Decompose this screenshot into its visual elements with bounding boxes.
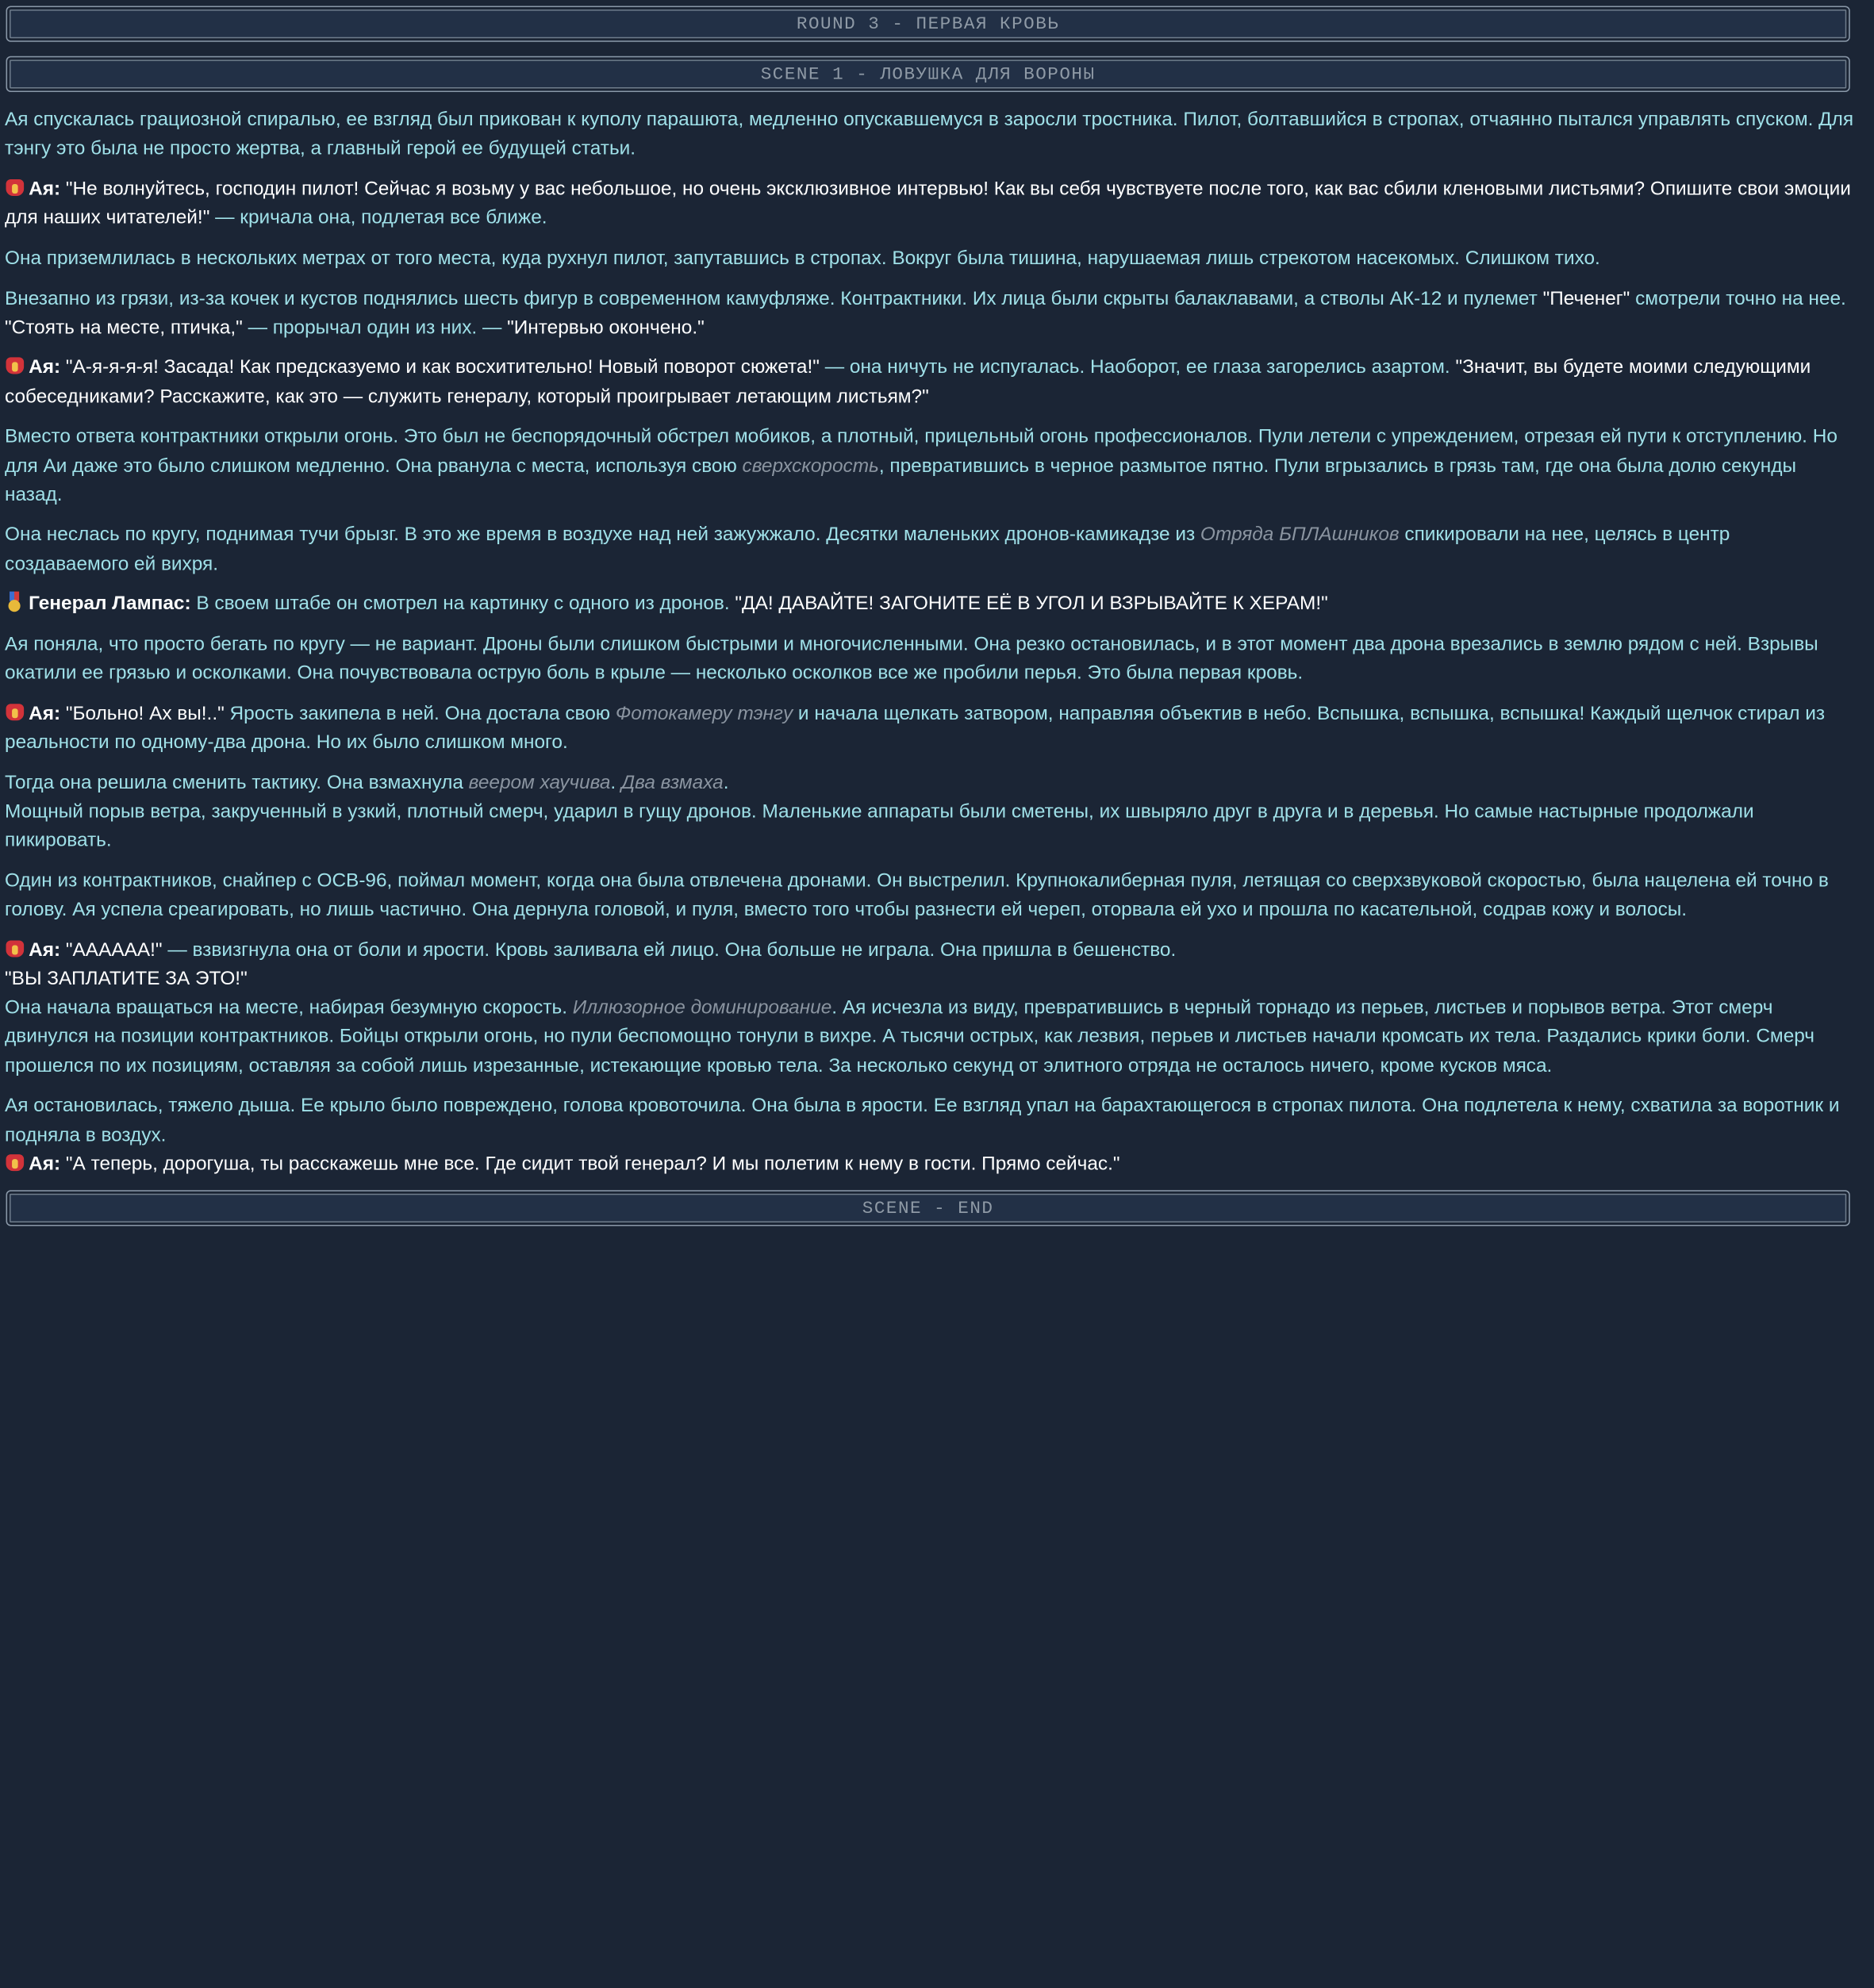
narration-paragraph-11 bbox=[5, 768, 1855, 854]
speech-text: "Печенег" bbox=[1542, 287, 1630, 309]
speaker-name: Генерал Лампас: bbox=[29, 593, 191, 615]
narration-paragraph-12: Один из контрактников, снайпер с ОСВ-96, поймал момент, когда она была отвлечена дронами. Он выстрелил. Крупнокалиберная пуля, летящая со сверхзвуковой скоростью, была нацелена ей точно в голову. Ая успела среагировать, но лишь частично. Она дернула головой, и пуля, вместо того чтобы разнести ей череп, оторвала ей ухо и прошла по касательной, содрав кожу и волосы. bbox=[5, 869, 1829, 921]
speaker-name: Ая: bbox=[29, 1153, 61, 1175]
dialogue-paragraph-aya-1 bbox=[5, 175, 1855, 232]
narration-text: , превратившись в черное размытое пятно. Пули вгрызались в грязь там, где она была долю секунды назад. bbox=[5, 455, 1796, 505]
narration-text: Мощный порыв ветра, закрученный в узкий, плотный смерч, ударил в гущу дронов. Маленькие аппараты были сметены, их швыряло друг в друга и в деревья. Но самые настырные продолжали пикировать. bbox=[5, 800, 1754, 851]
dialogue-paragraph-aya-4 bbox=[5, 935, 1855, 1080]
speech-text: "Интервью окончено." bbox=[507, 316, 705, 338]
narration-paragraph-14 bbox=[5, 1092, 1855, 1178]
dialogue-paragraph-aya-3 bbox=[5, 699, 1855, 757]
dialogue-paragraph-aya-2 bbox=[5, 353, 1855, 411]
narration-paragraph-3: Она приземлилась в нескольких метрах от того места, куда рухнул пилот, запутавшись в стропах. Вокруг была тишина, нарушаемая лишь стрекотом насекомых. Слишком тихо. bbox=[5, 247, 1600, 269]
speech-text: "Больно! Ах вы!.." bbox=[60, 702, 225, 724]
narration-text: и начала щелкать затвором, направляя объектив в небо. Вспышка, вспышка, вспышка! Каждый щелчок стирал из реальности по одному-два дрона. Но их было слишком много. bbox=[5, 702, 1826, 754]
tengu-mask-icon bbox=[5, 938, 25, 958]
narration-text: смотрели точно на нее. bbox=[1630, 287, 1846, 309]
speech-text: "ВЫ ЗАПЛАТИТЕ ЗА ЭТО!" bbox=[5, 968, 248, 990]
speaker-name: Ая: bbox=[29, 178, 61, 200]
speech-text: "ДА! ДАВАЙТЕ! ЗАГОНИТЕ ЕЁ В УГОЛ И ВЗРЫВАЙТЕ К ХЕРАМ!" bbox=[735, 593, 1328, 615]
scene-title-banner: SCENE 1 - ЛОВУШКА ДЛЯ ВОРОНЫ bbox=[6, 56, 1850, 92]
dialogue-paragraph-general bbox=[5, 589, 1855, 618]
tengu-mask-icon bbox=[5, 177, 25, 198]
speaker-name: Ая: bbox=[29, 356, 61, 378]
item-name: Фотокамеру тэнгу bbox=[615, 702, 793, 724]
skill-name: сверхскорость bbox=[742, 455, 879, 477]
narration-text: — она ничуть не испугалась. Наоборот, ее глаза загорелись азартом. bbox=[819, 356, 1456, 378]
speaker-name: Ая: bbox=[29, 702, 61, 724]
narration-text: Она начала вращаться на месте, набирая безумную скорость. bbox=[5, 996, 573, 1019]
narration-paragraph-9: Ая поняла, что просто бегать по кругу — не вариант. Дроны были слишком быстрыми и многочисленными. Она резко остановилась, и в этот момент два дрона врезались в землю рядом с ней. Взрывы окатили ее грязью и осколками. Она почувствовала острую боль в крыле — несколько осколков все же пробили перья. Это была первая кровь. bbox=[5, 633, 1818, 684]
narration-text: — прорычал один из них. — bbox=[242, 316, 508, 338]
unit-name: Отряда БПЛАшников bbox=[1200, 524, 1400, 546]
narration-text: — взвизгнула она от боли и ярости. Кровь заливала ей лицо. Она больше не играла. Она пришла в бешенство. bbox=[162, 938, 1177, 961]
round-title-banner: ROUND 3 - ПЕРВАЯ КРОВЬ bbox=[6, 6, 1850, 42]
speech-text: "Не волнуйтесь, господин пилот! Сейчас я возьму у вас небольшое, но очень эксклюзивное интервью! Как вы себя чувствуете после того, как вас сбили кленовыми листьями? Опишите свои эмоции для наших читателей!" bbox=[5, 178, 1851, 228]
scene-end-banner: SCENE - END bbox=[6, 1190, 1850, 1226]
narration-text: . bbox=[723, 771, 729, 793]
narration-text: спикировали на нее, целясь в центр создаваемого ей вихря. bbox=[5, 524, 1730, 574]
narration-paragraph-7 bbox=[5, 520, 1855, 578]
skill-name: Иллюзорное доминирование bbox=[572, 996, 832, 1019]
speech-text: "Значит, вы будете моими следующими собеседниками? Расскажите, как это — служить генералу, который проигрывает летающим листьям?" bbox=[5, 356, 1811, 408]
narration-text: Тогда она решила сменить тактику. Она взмахнула bbox=[5, 771, 469, 793]
narration-text: . bbox=[610, 771, 621, 793]
tengu-mask-icon bbox=[5, 701, 25, 722]
speech-text: "А-я-я-я-я! Засада! Как предсказуемо и как восхитительно! Новый поворот сюжета!" bbox=[60, 356, 820, 378]
tengu-mask-icon bbox=[5, 355, 25, 376]
story-container bbox=[0, 6, 1874, 1226]
narration-text: Вместо ответа контрактники открыли огонь. Это был не беспорядочный обстрел мобиков, а плотный, прицельный огонь профессионалов. Пули летели с упреждением, отрезая ей пути к отступлению. Но для Аи даже это было слишком медленно. Она рванула с места, используя свою bbox=[5, 425, 1838, 477]
narration-text: Внезапно из грязи, из-за кочек и кустов поднялись шесть фигур в современном камуфляже. Контрактники. Их лица были скрыты балаклавами, а стволы АК-12 и пулемет bbox=[5, 287, 1543, 309]
narration-text: Ая остановилась, тяжело дыша. Ее крыло было повреждено, голова кровоточила. Она была в ярости. Ее взгляд упал на барахтающегося в стропах пилота. Она подлетела к нему, схватила за воротник и подняла в воздух. bbox=[5, 1095, 1840, 1146]
narration-paragraph-6 bbox=[5, 422, 1855, 509]
speaker-name: Ая: bbox=[29, 938, 61, 961]
narration-text: Ярость закипела в ней. Она достала свою bbox=[224, 702, 616, 724]
tengu-mask-icon bbox=[5, 1152, 25, 1172]
skill-name: Два взмаха bbox=[620, 771, 724, 793]
story-text bbox=[0, 106, 1874, 1179]
narration-text: — кричала она, подлетая все ближе. bbox=[209, 206, 547, 228]
speech-text: "АААААА!" bbox=[60, 938, 163, 961]
narration-paragraph-4 bbox=[5, 284, 1855, 342]
narration-text: В своем штабе он смотрел на картинку с одного из дронов. bbox=[190, 593, 735, 615]
narration-text: Она неслась по кругу, поднимая тучи брызг. В это же время в воздухе над ней зажужжало. Десятки маленьких дронов-камикадзе из bbox=[5, 524, 1200, 546]
narration-text: . Ая исчезла из виду, превратившись в черный торнадо из перьев, листьев и порывов ветра. Этот смерч двинулся на позиции контрактников. Бойцы открыли огонь, но пули беспомощно тонули в вихре. А тысячи острых, как лезвия, перьев и листьев начали кромсать их тела. Раздались крики боли. Смерч прошелся по их позициям, оставляя за собой лишь изрезанные, истекающие кровью тела. За несколько секунд от элитного отряда не осталось ничего, кроме кусков мяса. bbox=[5, 996, 1814, 1077]
military-medal-icon bbox=[5, 592, 25, 612]
narration-paragraph-1: Ая спускалась грациозной спиралью, ее взгляд был прикован к куполу парашюта, медленно опускавшемуся в заросли тростника. Пилот, болтавшийся в стропах, отчаянно пытался управлять спуском. Для тэнгу это была не просто жертва, а главный герой ее будущей статьи. bbox=[5, 109, 1854, 159]
speech-text: "А теперь, дорогуша, ты расскажешь мне все. Где сидит твой генерал? И мы полетим к нему в гости. Прямо сейчас." bbox=[60, 1153, 1120, 1175]
speech-text: "Стоять на месте, птичка," bbox=[5, 316, 243, 338]
item-name: веером хаучива bbox=[468, 771, 611, 793]
